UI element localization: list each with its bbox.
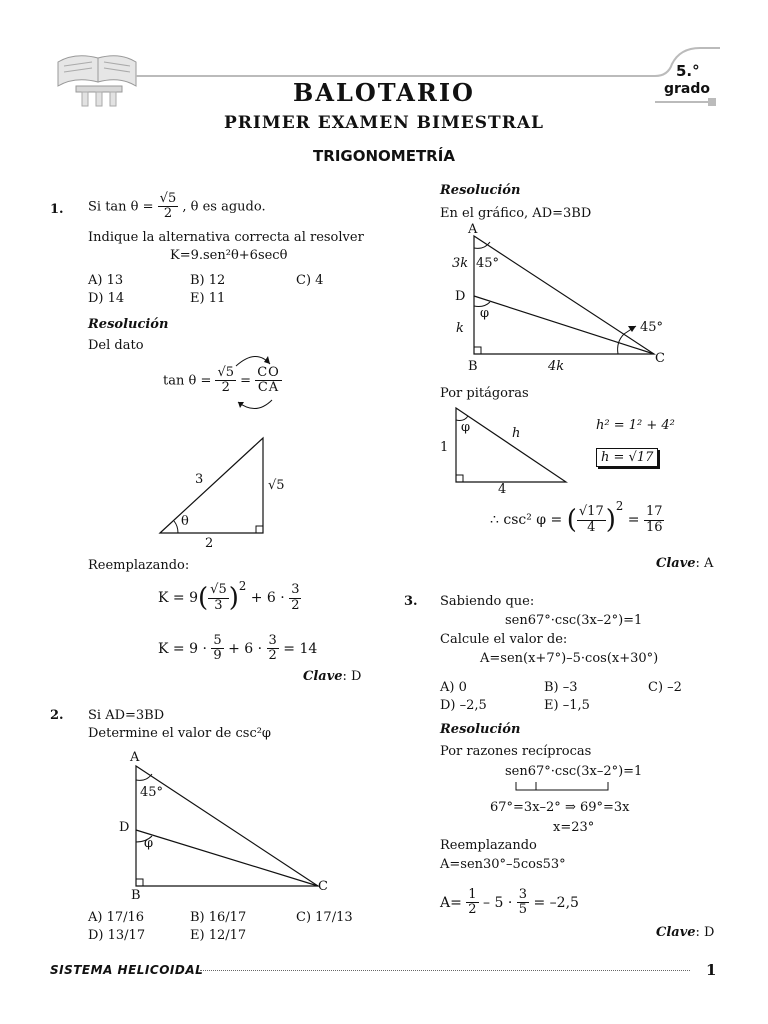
footer-series: SISTEMA HELICOIDAL [50, 963, 204, 977]
problem-2-label-c: C [318, 879, 328, 894]
problem-1-option-a: A) 13 [88, 273, 124, 288]
problem-2-angle-phi: φ [144, 836, 154, 851]
problem-3-option-d: D) –2,5 [440, 698, 487, 713]
resolution-2-angle-45-top: 45° [476, 256, 500, 271]
problem-3-option-b: B) –3 [544, 680, 578, 695]
resolution-2-pitagoras: Por pitágoras [440, 386, 529, 401]
problem-3-res-line4: x=23° [553, 820, 595, 835]
problem-1-statement: Si tan θ = $\frac{√5}{2}$ , θ es agudo. [88, 191, 266, 222]
problem-1-option-e: E) 11 [190, 291, 226, 306]
problem-1-adjacent-label: 2 [205, 536, 214, 551]
resolution-2-h-result: h = √17 [596, 448, 658, 467]
resolution-2-small-h: h [512, 426, 521, 441]
problem-1-reemplazando: Reemplazando: [88, 558, 190, 573]
resolution-2-label-d: D [455, 289, 466, 304]
problem-2-label-b: B [131, 888, 141, 903]
swap-arrows-icon [228, 350, 288, 420]
resolution-2-answer-key: Clave: A [656, 556, 714, 571]
problem-2-line2: Determine el valor de csc²φ [88, 726, 272, 741]
problem-1-triangle [150, 430, 280, 540]
subject-title: TRIGONOMETRÍA [313, 147, 455, 165]
page-title: BALOTARIO [293, 78, 475, 107]
problem-2-diagram [110, 750, 340, 900]
problem-1-equation-step1: K = 9( $\frac{√5}{3}$ )$^2$ + 6 · $\frac{3}{2}$ [158, 579, 300, 613]
resolution-2-label: Resolución [440, 183, 521, 198]
problem-3-final-equation: A= $\frac{1}{2}$ – 5 · $\frac{3}{5}$ = –2,5 [440, 887, 579, 918]
problem-1-line2: Indique la alternativa correcta al resolver [88, 230, 364, 245]
resolution-2-pythagoras-equation: h² = 1² + 4² [596, 418, 675, 433]
problem-1-option-d: D) 14 [88, 291, 125, 306]
problem-2-label-d: D [119, 820, 130, 835]
grade-number: 5.° [676, 62, 700, 80]
problem-1-option-b: B) 12 [190, 273, 226, 288]
problem-1-opposite-label: √5 [268, 478, 285, 493]
problem-2-option-d: D) 13/17 [88, 928, 146, 943]
problem-1-number: 1. [50, 202, 64, 217]
resolution-2-csc-equation: ∴ csc² φ = ( $\frac{√17}{4}$ )$^2$ = $\frac{17}{16}$ [490, 499, 663, 535]
problem-2-label-a: A [130, 750, 140, 765]
problem-2-option-e: E) 12/17 [190, 928, 247, 943]
problem-3-res-line2: sen67°·csc(3x–2°)=1 [505, 764, 643, 779]
problem-3-line1: Sabiendo que: [440, 594, 535, 609]
problem-1-equation: K=9.sen²θ+6secθ [170, 248, 288, 263]
problem-1-del-dato: Del dato [88, 338, 144, 353]
problem-2-angle-45: 45° [140, 785, 164, 800]
problem-2-option-b: B) 16/17 [190, 910, 247, 925]
page-number: 1 [706, 961, 717, 979]
problem-3-res-line3: 67°=3x–2° ⇒ 69°=3x [490, 800, 630, 815]
problem-3-res-line1: Por razones recíprocas [440, 744, 592, 759]
problem-1-option-c: C) 4 [296, 273, 324, 288]
problem-3-res-line6: A=sen30°–5cos53° [440, 857, 566, 872]
problem-3-option-e: E) –1,5 [544, 698, 590, 713]
resolution-2-small-triangle [446, 402, 576, 488]
problem-3-line3: Calcule el valor de: [440, 632, 568, 647]
resolution-2-diagram [460, 226, 680, 366]
problem-2-option-c: C) 17/13 [296, 910, 353, 925]
problem-3-option-c: C) –2 [648, 680, 682, 695]
resolution-2-segment-4k: 4k [548, 359, 565, 374]
problem-1-theta-label: θ [181, 514, 189, 529]
problem-1-answer-key: Clave: D [303, 669, 362, 684]
problem-2-line1: Si AD=3BD [88, 708, 165, 723]
problem-3-bracket [512, 780, 622, 794]
resolution-2-small-phi: φ [461, 420, 471, 435]
grade-label: grado [664, 81, 711, 97]
resolution-2-angle-phi: φ [480, 306, 490, 321]
problem-3-line2: sen67°·csc(3x–2°)=1 [505, 613, 643, 628]
problem-3-res-line5: Reemplazando [440, 838, 537, 853]
resolution-2-segment-k: k [456, 321, 464, 336]
problem-3-number: 3. [404, 594, 418, 609]
resolution-2-segment-3k: 3k [452, 256, 469, 271]
problem-1-hypotenuse-label: 3 [195, 472, 204, 487]
problem-2-option-a: A) 17/16 [88, 910, 145, 925]
problem-1-resolution-label: Resolución [88, 317, 169, 332]
problem-3-answer-key: Clave: D [656, 925, 715, 940]
resolution-2-label-a: A [468, 222, 478, 237]
problem-3-option-a: A) 0 [440, 680, 467, 695]
problem-1-equation-step2: K = 9 · $\frac{5}{9}$ + 6 · $\frac{3}{2}$ = 14 [158, 633, 318, 664]
problem-3-resolution-label: Resolución [440, 722, 521, 737]
problem-3-line4: A=sen(x+7°)–5·cos(x+30°) [480, 651, 659, 666]
resolution-2-small-4: 4 [498, 482, 507, 497]
resolution-2-small-1: 1 [440, 440, 449, 455]
resolution-2-label-c: C [655, 351, 665, 366]
exam-subtitle: PRIMER EXAMEN BIMESTRAL [224, 113, 544, 133]
problem-2-number: 2. [50, 708, 64, 723]
problem-1-tan-equation: tan θ = $\frac{√5}{2}$ = $\frac{CO}{CA}$ [163, 365, 280, 396]
resolution-2-angle-45-c: 45° [640, 320, 664, 335]
resolution-2-line1: En el gráfico, AD=3BD [440, 206, 592, 221]
resolution-2-label-b: B [468, 359, 478, 374]
footer-dotted-line [200, 970, 690, 971]
